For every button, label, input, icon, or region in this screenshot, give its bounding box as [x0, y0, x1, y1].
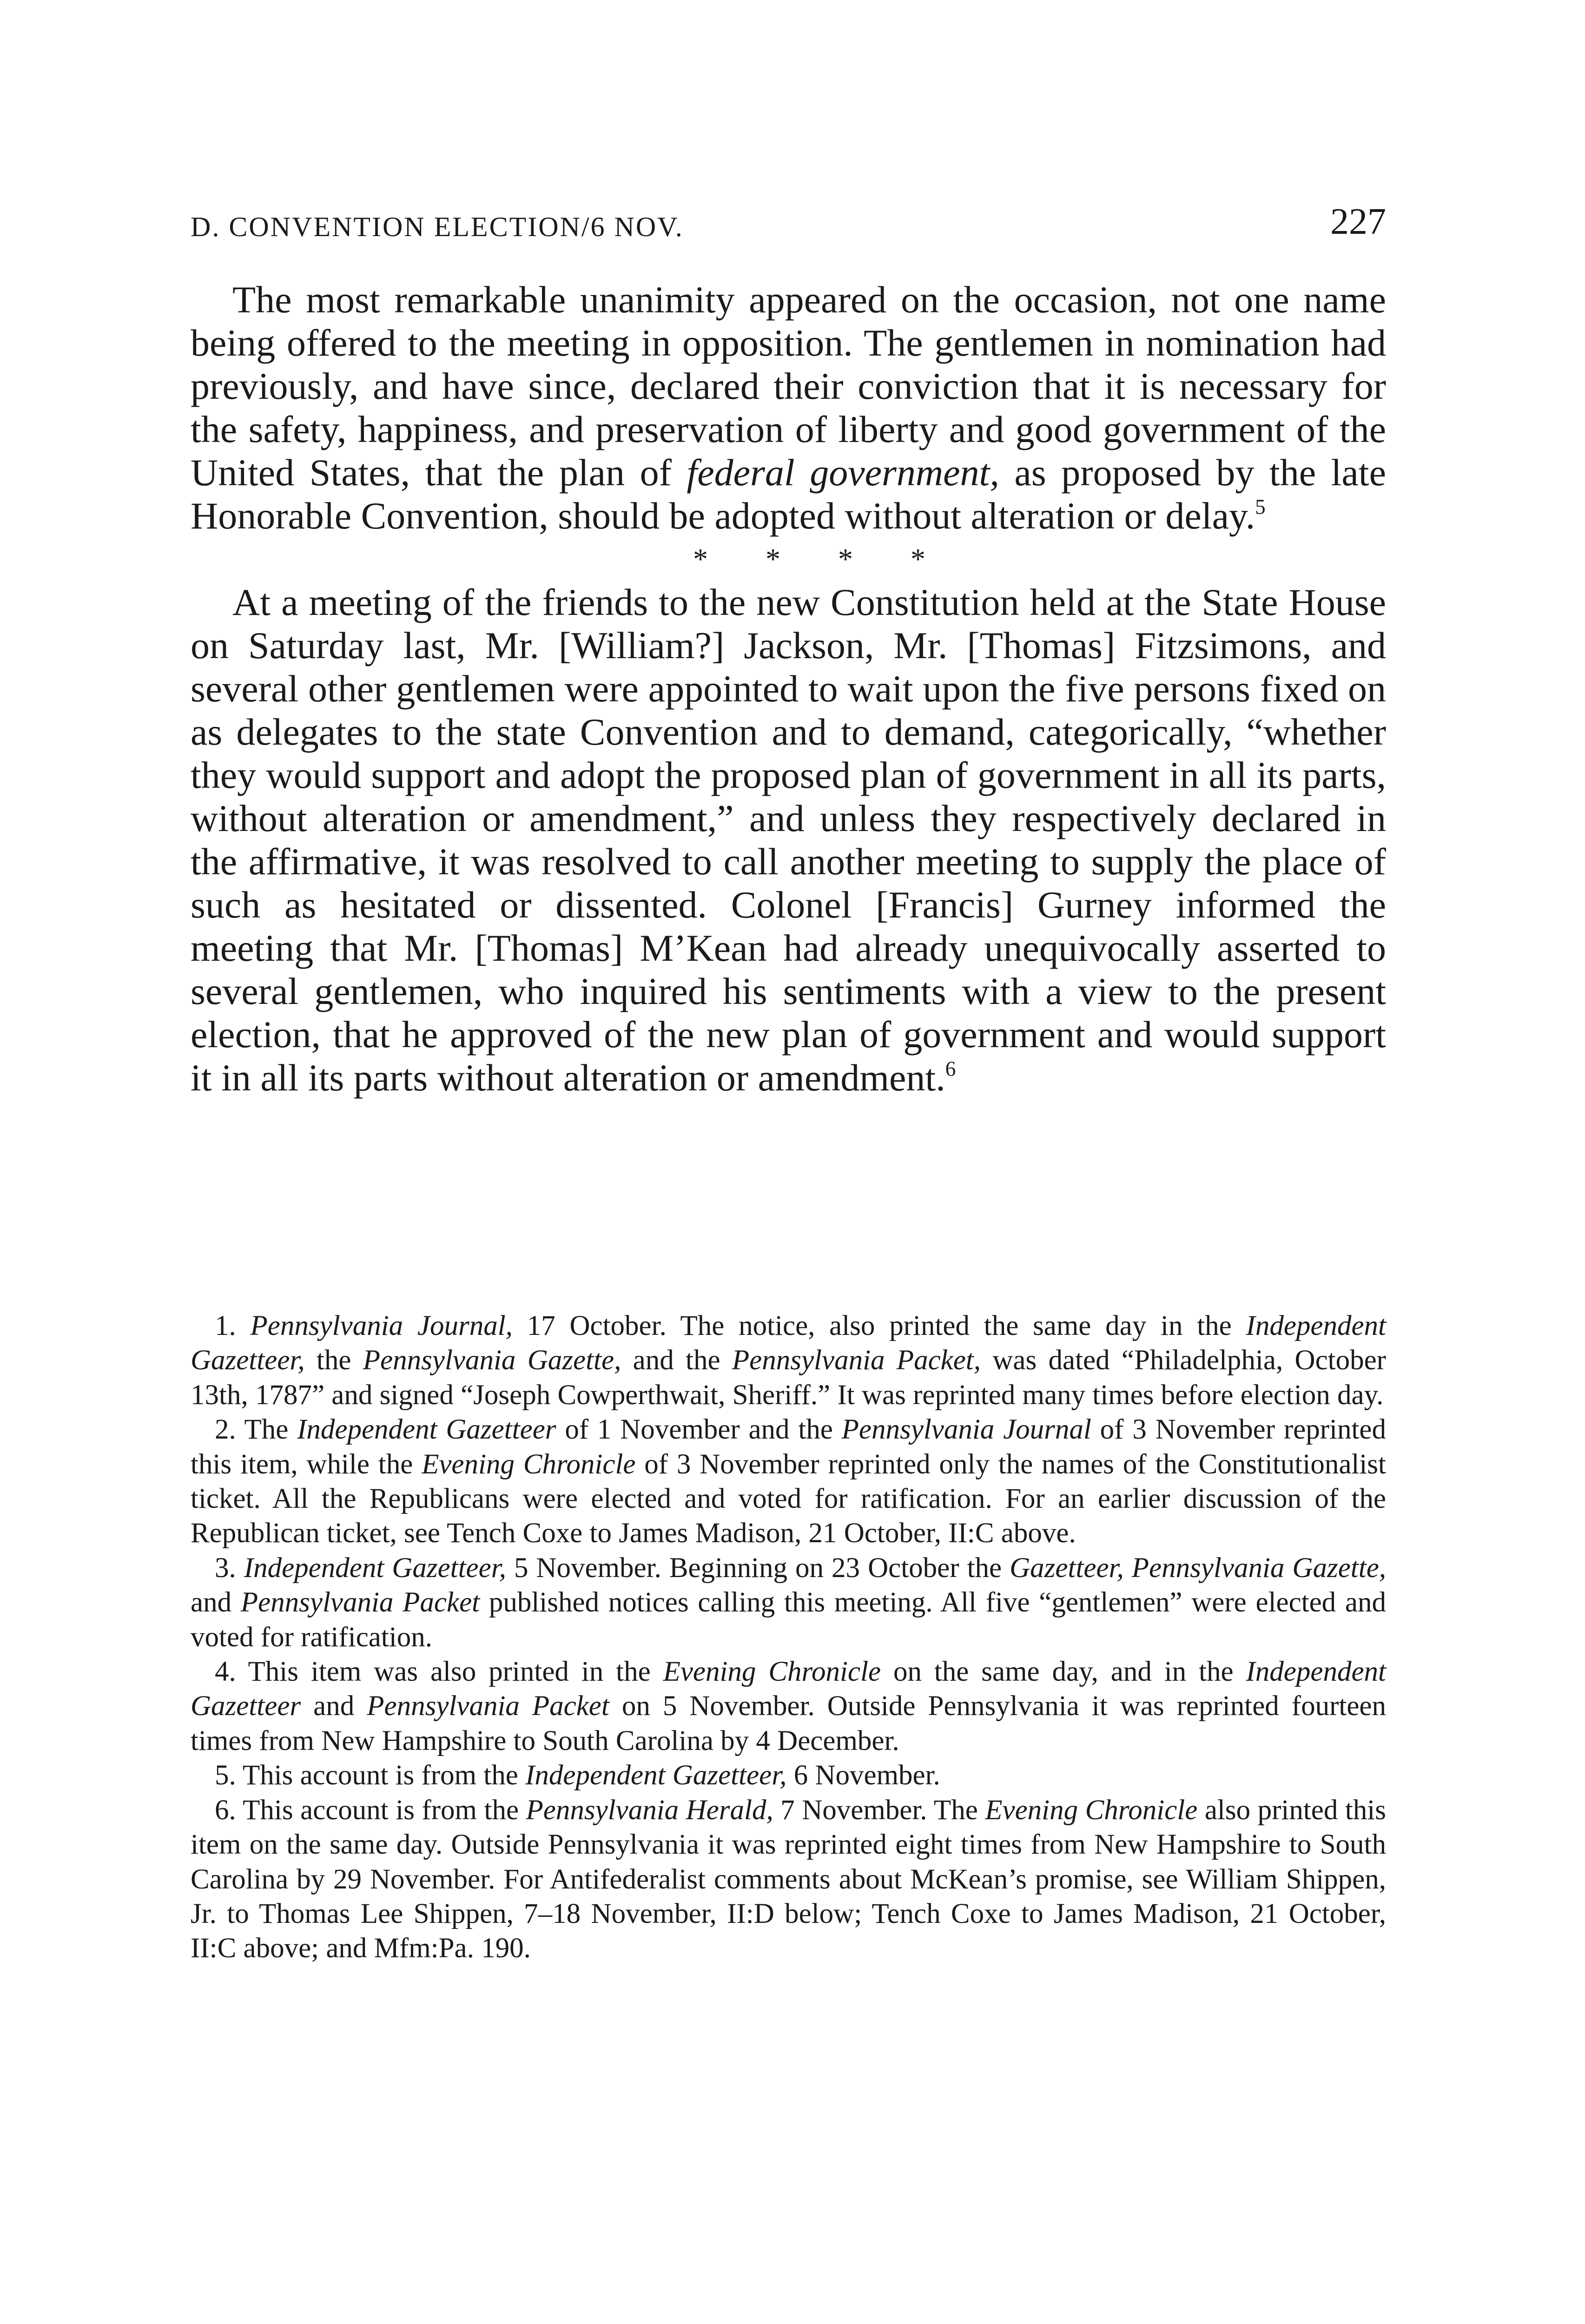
running-head: D. CONVENTION ELECTION/6 NOV.: [191, 211, 684, 242]
footnote-ref-5: 5: [1255, 495, 1266, 519]
page-number: 227: [1330, 201, 1386, 242]
note-6: 6. This account is from the Pennsylvania Herald, 7 November. The Evening Chronicle also printed this item on the same day. Outside Pennsylvania it was reprinted eight times from New Hampshire to South Carolina by 29 November. For Antifederalist comments about McKean’s promise, see William Shippen, Jr. to Thomas Lee Shippen, 7–18 November, II:D below; Tench Coxe to James Madison, 21 October, II:C above; and Mfm:Pa. 190.: [191, 1794, 1386, 1964]
note-2: 2. The Independent Gazetteer of 1 November and the Pennsylvania Journal of 3 November reprinted this item, while the Evening Chronicle of 3 November reprinted only the names of the Constitutionalist ticket. All the Republicans were elected and voted for ratification. For an earlier discussion of the Republican ticket, see Tench Coxe to James Madison, 21 October, II:C above.: [191, 1414, 1386, 1549]
main-text: [191, 278, 1386, 1099]
note-1: 1. Pennsylvania Journal, 17 October. The notice, also printed the same day in the Independent Gazetteer, the Pennsylvania Gazette, and the Pennsylvania Packet, was dated “Philadelphia, October 13th, 1787” and signed “Joseph Cowperthwait, Sheriff.” It was reprinted many times before election day.: [191, 1310, 1387, 1411]
section-separator: * * * *: [693, 542, 951, 575]
note-4: 4. This item was also printed in the Evening Chronicle on the same day, and in the Independent Gazetteer and Pennsylvania Packet on 5 November. Outside Pennsylvania it was reprinted fourteen times from New Hampshire to South Carolina by 4 December.: [191, 1656, 1386, 1756]
body-paragraph-2: At a meeting of the friends to the new Constitution held at the State House on Saturday last, Mr. [William?] Jackson, Mr. [Thomas] Fitzsimons, and several other gentlemen were appointed to wait upon the five persons fixed on as delegates to the state Convention and to demand, categorically, “whether they would support and adopt the proposed plan of government in all its parts, without alteration or amendment,” and unless they respectively declared in the affirmative, it was resolved to call another meeting to supply the place of such as hesitated or dissented. Colonel [Francis] Gurney informed the meeting that Mr. [Thomas] M’Kean had already unequivocally asserted to several gentlemen, who inquired his sentiments with a view to the present election, that he approved of the new plan of government and would support it in all its parts without alteration or amendment.$^6$: [191, 581, 1386, 1099]
note-3: 3. Independent Gazetteer, 5 November. Beginning on 23 October the Gazetteer, Pennsylvania Gazette, and Pennsylvania Packet published notices calling this meeting. All five “gentlemen” were elected and voted for ratification.: [191, 1552, 1387, 1653]
page-header: [191, 201, 1386, 243]
endnotes: [191, 1309, 1386, 1966]
emphasis-federal-government: federal government,: [687, 451, 999, 494]
body-paragraph-1: The most remarkable unanimity appeared on the occasion, not one name being offered to the meeting in opposition. The gentlemen in nomination had previously, and have since, declared their conviction that it is necessary for the safety, happiness, and preservation of liberty and good government of the United States, that the plan of federal government, as proposed by the late Honorable Convention, should be adopted without alteration or delay.$^5$: [191, 278, 1386, 537]
note-5: 5. This account is from the Independent Gazetteer, 6 November.: [215, 1760, 940, 1791]
footnote-ref-6: 6: [945, 1057, 956, 1081]
